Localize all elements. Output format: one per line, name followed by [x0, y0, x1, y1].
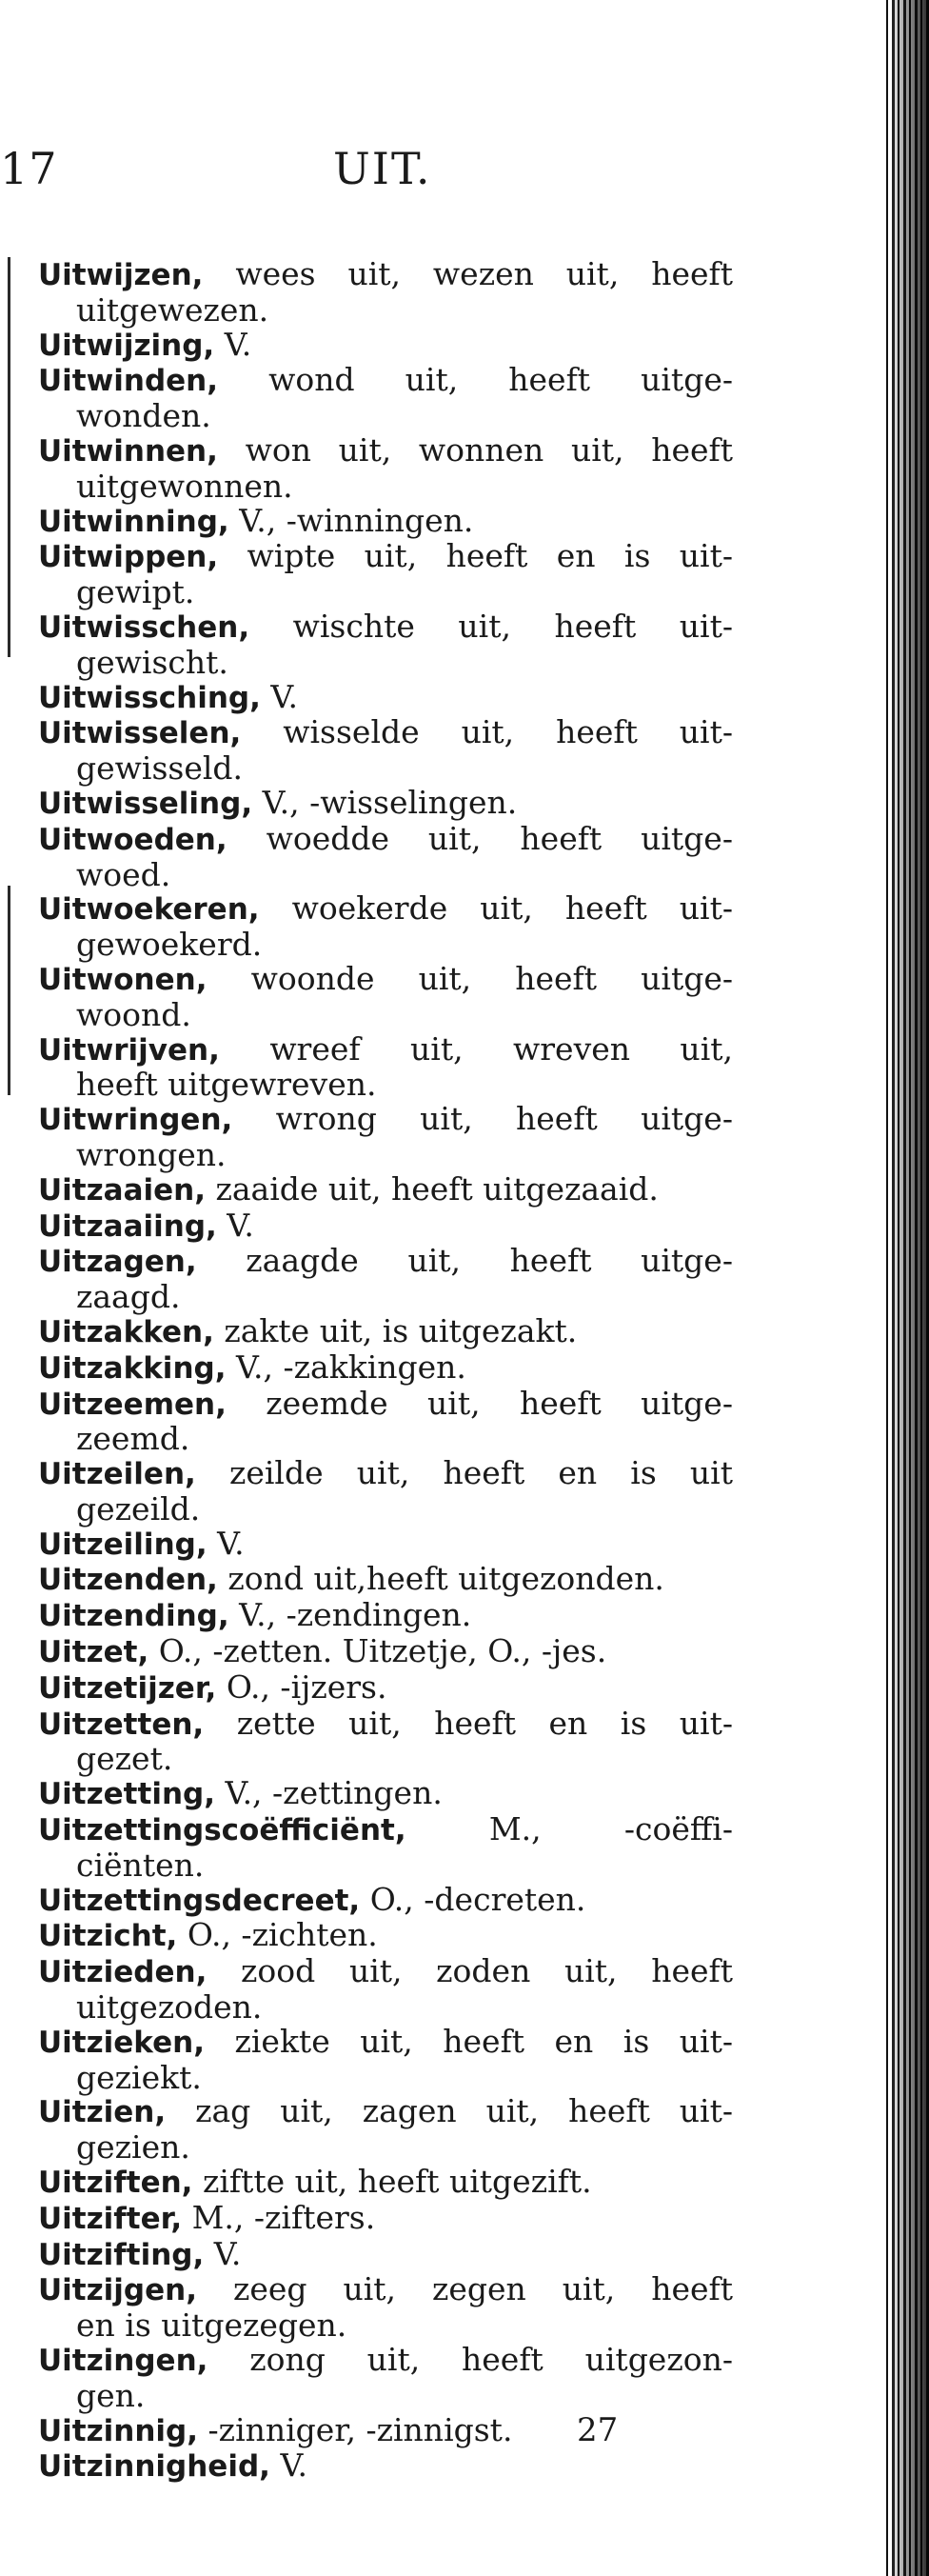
- entry-first-line: [38, 959, 734, 998]
- entry-first-line: [38, 1667, 733, 1707]
- entry-first-line: [38, 783, 733, 822]
- dictionary-entry: [38, 609, 733, 680]
- entry-first-line: [38, 2343, 733, 2379]
- entry-continuation-line: [38, 1489, 733, 1528]
- entry-definition-text: M., -zifters.: [191, 2198, 376, 2236]
- entry-headword: Uitzinnigheid,: [38, 2449, 270, 2485]
- entry-definition-text: V., -zendingen.: [239, 1596, 472, 1634]
- entry-continuation-line: [38, 1068, 733, 1102]
- entry-definition-text: wonden.: [76, 397, 211, 435]
- entry-definition-text: gewisseld.: [76, 749, 244, 788]
- dictionary-entry: [38, 325, 733, 364]
- entry-headword: Uitwonen,: [38, 962, 208, 997]
- entry-first-line: [38, 2022, 733, 2061]
- entry-first-line: [38, 1311, 733, 1350]
- entry-headword: Uitzakken,: [38, 1314, 214, 1349]
- entry-definition-text: ciënten.: [76, 1846, 205, 1884]
- entry-continuation-line: [38, 469, 733, 504]
- entry-headword: Uitwisschen,: [38, 609, 250, 645]
- entry-definition-text: woond.: [76, 995, 191, 1033]
- entry-headword: Uitzeiling,: [38, 1527, 208, 1562]
- entry-definition-text: V.: [213, 2234, 242, 2272]
- entry-first-line: [38, 1918, 733, 1954]
- entry-first-line: [38, 1880, 733, 1919]
- entry-first-line: [38, 819, 733, 858]
- dictionary-entry: [38, 1880, 733, 1919]
- entry-headword: Uitwrijven,: [38, 1032, 220, 1068]
- entry-definition-text: wischte uit, heeft uit-: [292, 607, 733, 645]
- entry-first-line: [38, 1954, 733, 1990]
- entry-continuation-line: [38, 2058, 733, 2096]
- entry-continuation-line: [38, 1280, 733, 1314]
- dictionary-entry: [38, 1244, 733, 1314]
- dictionary-entry: [38, 1918, 733, 1954]
- entry-definition-text: gezet.: [76, 1740, 173, 1778]
- dictionary-entry: [38, 1812, 733, 1883]
- entry-first-line: [38, 501, 733, 540]
- entry-definition-text: zeemde uit, heeft uitge-: [266, 1384, 733, 1422]
- dictionary-entry: [38, 819, 733, 893]
- entry-headword: Uitzieken,: [38, 2025, 205, 2060]
- entry-continuation-line: [38, 995, 733, 1033]
- entry-headword: Uitzeilen,: [38, 1457, 196, 1492]
- entry-headword: Uitzaaiing,: [38, 1208, 217, 1244]
- entry-headword: Uitwijzen,: [38, 258, 204, 292]
- entry-definition-text: gezeild.: [76, 1489, 201, 1528]
- dictionary-entry: [38, 2094, 733, 2165]
- dictionary-entry: [38, 1384, 733, 1458]
- entry-continuation-line: [38, 399, 733, 433]
- entry-headword: Uitzending,: [38, 1599, 229, 1634]
- entry-headword: Uitzifting,: [38, 2237, 205, 2272]
- dictionary-entry: [38, 2448, 733, 2485]
- entry-first-line: [38, 430, 733, 469]
- dictionary-entry: [38, 1704, 733, 1778]
- entry-continuation-line: [38, 1742, 733, 1776]
- entry-definition-text: uitgewezen.: [76, 290, 269, 329]
- entry-headword: Uitwoekeren,: [38, 892, 260, 928]
- entry-definition-text: zaagde uit, heeft uitge-: [246, 1242, 733, 1280]
- entry-first-line: [38, 2198, 733, 2237]
- entry-definition-text: zong uit, heeft uitgezon-: [249, 2341, 733, 2379]
- entry-headword: Uitzeemen,: [38, 1387, 227, 1422]
- dictionary-entry: [38, 1598, 733, 1634]
- dictionary-entry: [38, 2165, 733, 2201]
- entry-definition-text: wipte uit, heeft en is uit-: [247, 537, 733, 575]
- entry-headword: Uitzetting,: [38, 1777, 215, 1812]
- entry-definition-text: gen.: [76, 2376, 146, 2414]
- entry-continuation-line: [38, 2308, 733, 2343]
- entry-definition-text: V.: [217, 1524, 245, 1562]
- entry-first-line: [38, 1562, 733, 1598]
- entry-definition-text: gewipt.: [76, 573, 195, 611]
- entry-first-line: [38, 325, 733, 364]
- column-rule: [8, 886, 10, 1095]
- entry-definition-text: gezien.: [76, 2128, 190, 2167]
- entry-definition-text: gewischt.: [76, 643, 228, 681]
- entry-first-line: [38, 1598, 733, 1634]
- entry-first-line: [38, 2272, 733, 2308]
- entry-continuation-line: [38, 1422, 733, 1456]
- entry-definition-text: O., -ijzers.: [226, 1667, 387, 1706]
- entry-definition-text: zaaide uit, heeft uitgezaaid.: [215, 1169, 659, 1208]
- dictionary-entry: [38, 1562, 733, 1598]
- entry-definition-text: uitgewonnen.: [76, 467, 293, 505]
- entry-definition-text: heeft uitgewreven.: [76, 1066, 377, 1104]
- entry-definition-text: woonde uit, heeft uitge-: [250, 959, 734, 997]
- entry-definition-text: V., -zakkingen.: [235, 1348, 466, 1386]
- entry-first-line: [38, 2094, 733, 2130]
- entry-first-line: [38, 1102, 733, 1138]
- entry-definition-text: wees uit, wezen uit, heeft: [235, 255, 733, 292]
- dictionary-entry: [38, 2234, 733, 2273]
- entry-continuation-line: [38, 2130, 733, 2165]
- entry-headword: Uitwoeden,: [38, 822, 227, 857]
- dictionary-entry: [38, 1311, 733, 1350]
- binding-shade: [895, 0, 929, 2576]
- dictionary-entry: [38, 363, 733, 433]
- dictionary-entry: [38, 1350, 733, 1387]
- entry-continuation-line: [38, 928, 733, 962]
- entry-definition-text: zeemd.: [76, 1420, 190, 1458]
- signature-number: 27: [577, 2411, 619, 2449]
- entry-definition-text: woedde uit, heeft uitge-: [266, 819, 733, 857]
- column-rule: [8, 257, 10, 657]
- entry-definition-text: -zinniger, -zinnigst.: [208, 2410, 513, 2448]
- dictionary-entry: [38, 1456, 733, 1527]
- dictionary-entry: [38, 1667, 733, 1707]
- entry-definition-text: zeeg uit, zegen uit, heeft: [232, 2270, 733, 2308]
- entry-continuation-line: [38, 855, 733, 893]
- dictionary-entry: [38, 2343, 733, 2413]
- entry-definition-text: won uit, wonnen uit, heeft: [245, 430, 733, 469]
- entry-headword: Uitzet,: [38, 1635, 149, 1670]
- entry-headword: Uitwisselen,: [38, 716, 242, 751]
- entry-definition-text: zakte uit, is uitgezakt.: [224, 1311, 578, 1349]
- entry-definition-text: V., -zettingen.: [225, 1774, 443, 1812]
- dictionary-entry: [38, 539, 733, 609]
- entry-headword: Uitzenden,: [38, 1563, 218, 1598]
- dictionary-entry: [38, 1208, 733, 1245]
- entry-definition-text: zette uit, heeft en is uit-: [236, 1704, 733, 1742]
- entry-definition-text: wrongen.: [76, 1135, 227, 1173]
- entry-headword: Uitzieden,: [38, 1955, 208, 1990]
- entry-definition-text: woekerde uit, heeft uit-: [291, 889, 733, 928]
- entry-continuation-line: [38, 1135, 733, 1173]
- entry-definition-text: uitgezoden.: [76, 1988, 263, 2027]
- entry-headword: Uitwissching,: [38, 680, 261, 715]
- entry-definition-text: O., -zichten.: [187, 1916, 378, 1954]
- entry-definition-text: ziekte uit, heeft en is uit-: [234, 2022, 733, 2060]
- dictionary-entries: [38, 257, 733, 2485]
- entry-first-line: [38, 1169, 733, 1208]
- dictionary-entry: [38, 2410, 733, 2449]
- entry-headword: Uitzifter,: [38, 2201, 183, 2236]
- dictionary-entry: [38, 891, 733, 962]
- dictionary-entry: [38, 1776, 733, 1812]
- entry-headword: Uitzagen,: [38, 1245, 197, 1280]
- entry-definition-text: en is uitgezegen.: [76, 2306, 347, 2345]
- entry-first-line: [38, 1812, 733, 1848]
- entry-definition-text: O., -decreten.: [369, 1880, 586, 1918]
- dictionary-entry: [38, 1954, 733, 2025]
- entry-definition-text: wisselde uit, heeft uit-: [283, 713, 733, 751]
- entry-headword: Uitzien,: [38, 2095, 167, 2130]
- entry-first-line: [38, 1384, 733, 1423]
- entry-definition-text: V., -winningen.: [239, 501, 474, 539]
- dictionary-entry: [38, 1634, 733, 1670]
- dictionary-entry: [38, 715, 733, 786]
- entry-first-line: [38, 363, 733, 399]
- entry-first-line: [38, 891, 733, 928]
- entry-headword: Uitwisseling,: [38, 786, 253, 821]
- entry-first-line: [38, 257, 733, 293]
- entry-headword: Uitziften,: [38, 2166, 193, 2201]
- entry-first-line: [38, 1350, 733, 1387]
- entry-headword: Uitzetijzer,: [38, 1670, 217, 1706]
- dictionary-entry: [38, 2272, 733, 2343]
- dictionary-entry: [38, 430, 733, 505]
- entry-headword: Uitzingen,: [38, 2344, 208, 2379]
- dictionary-entry: [38, 2022, 733, 2096]
- entry-continuation-line: [38, 575, 733, 609]
- entry-definition-text: V., -wisselingen.: [262, 783, 518, 821]
- entry-definition-text: M., -coëffi-: [488, 1810, 733, 1848]
- entry-definition-text: ziftte uit, heeft uitgezift.: [202, 2163, 592, 2201]
- dictionary-entry: [38, 1169, 733, 1208]
- entry-headword: Uitzinnig,: [38, 2413, 199, 2448]
- entry-headword: Uitzetten,: [38, 1707, 205, 1742]
- entry-first-line: [38, 677, 733, 716]
- entry-first-line: [38, 1244, 733, 1280]
- entry-headword: Uitzettingsdecreet,: [38, 1883, 361, 1918]
- entry-headword: Uitwinning,: [38, 504, 229, 539]
- running-head: UIT.: [333, 143, 432, 194]
- entry-definition-text: zag uit, zagen uit, heeft uit-: [195, 2092, 733, 2130]
- entry-definition-text: wreef uit, wreven uit,: [269, 1029, 733, 1068]
- entry-continuation-line: [38, 643, 733, 681]
- entry-headword: Uitwippen,: [38, 540, 219, 575]
- entry-first-line: [38, 1524, 733, 1563]
- entry-definition-text: V.: [280, 2446, 307, 2485]
- entry-first-line: [38, 2165, 733, 2201]
- entry-first-line: [38, 609, 733, 646]
- entry-continuation-line: [38, 290, 733, 329]
- entry-definition-text: V.: [270, 677, 298, 715]
- dictionary-entry: [38, 2198, 733, 2237]
- entry-definition-text: O., -zetten. Uitzetje, O., -jes.: [158, 1632, 607, 1670]
- dictionary-entry: [38, 1029, 733, 1104]
- entry-first-line: [38, 1208, 733, 1245]
- entry-first-line: [38, 1456, 733, 1492]
- entry-first-line: [38, 1029, 733, 1068]
- entry-first-line: [38, 715, 733, 751]
- entry-definition-text: wrong uit, heeft uitge-: [275, 1100, 733, 1138]
- dictionary-entry: [38, 1524, 733, 1563]
- entry-definition-text: V.: [227, 1206, 254, 1244]
- dictionary-entry: [38, 677, 733, 716]
- entry-headword: Uitwijzing,: [38, 328, 215, 363]
- entry-definition-text: wond uit, heeft uitge-: [268, 361, 733, 399]
- entry-continuation-line: [38, 1990, 733, 2025]
- entry-definition-text: zood uit, zoden uit, heeft: [241, 1952, 733, 1990]
- entry-headword: Uitzettingscoëfficiënt,: [38, 1813, 406, 1848]
- dictionary-entry: [38, 257, 733, 328]
- entry-first-line: [38, 2410, 733, 2449]
- entry-headword: Uitwinden,: [38, 364, 219, 399]
- entry-first-line: [38, 2448, 733, 2485]
- entry-first-line: [38, 2234, 733, 2273]
- entry-definition-text: geziekt.: [76, 2058, 202, 2096]
- entry-headword: Uitwinnen,: [38, 433, 218, 469]
- entry-definition-text: V.: [224, 325, 252, 363]
- dictionary-entry: [38, 959, 734, 1033]
- entry-continuation-line: [38, 1848, 733, 1883]
- dictionary-entry: [38, 1102, 733, 1172]
- entry-headword: Uitzaaien,: [38, 1172, 206, 1208]
- entry-definition-text: zaagd.: [76, 1278, 181, 1316]
- entry-definition-text: woed.: [76, 855, 171, 893]
- entry-headword: Uitwringen,: [38, 1103, 233, 1138]
- entry-definition-text: zeilde uit, heeft en is uit: [228, 1454, 733, 1492]
- dictionary-entry: [38, 783, 733, 822]
- dictionary-entry: [38, 501, 733, 540]
- entry-continuation-line: [38, 2376, 733, 2414]
- entry-first-line: [38, 1776, 733, 1812]
- entry-first-line: [38, 539, 733, 575]
- entry-headword: Uitzakking,: [38, 1350, 227, 1386]
- entry-definition-text: zond uit,heeft uitgezonden.: [227, 1560, 664, 1598]
- page-number: 17: [0, 143, 58, 194]
- entry-headword: Uitzicht,: [38, 1919, 178, 1954]
- entry-first-line: [38, 1704, 733, 1743]
- entry-first-line: [38, 1634, 733, 1670]
- entry-continuation-line: [38, 751, 733, 786]
- entry-definition-text: gewoekerd.: [76, 926, 263, 964]
- entry-headword: Uitzijgen,: [38, 2273, 197, 2308]
